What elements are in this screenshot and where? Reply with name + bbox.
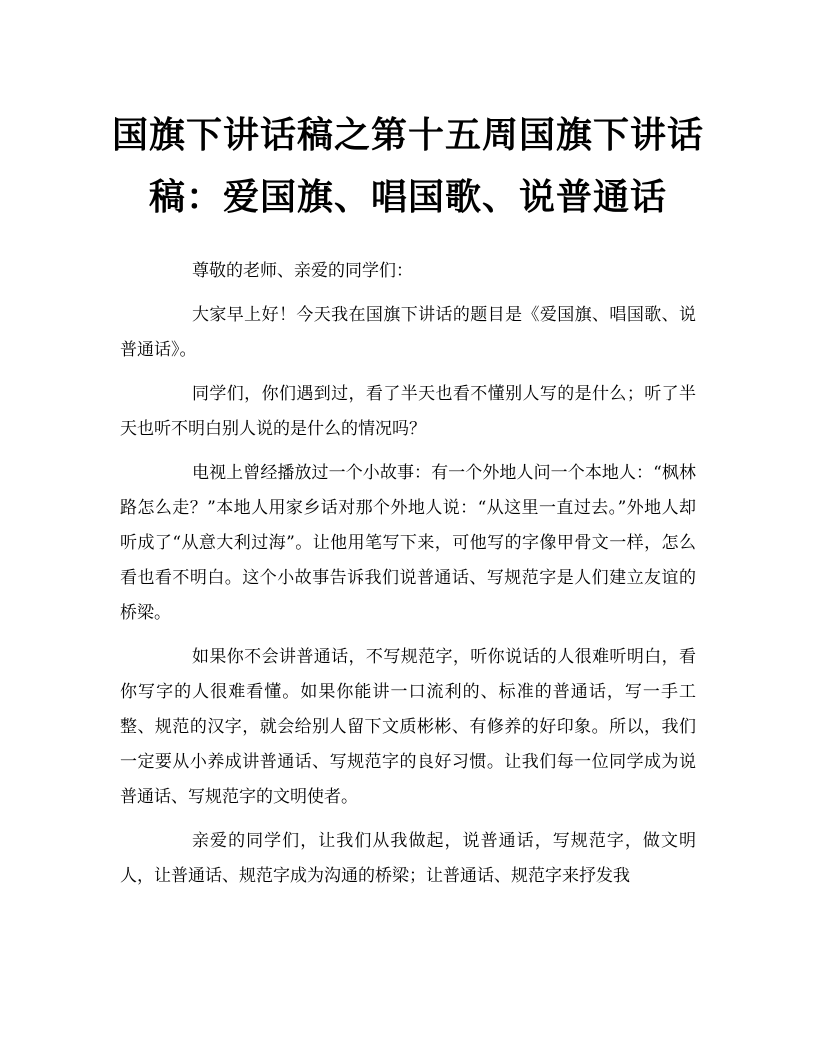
paragraph-question: 同学们，你们遇到过，看了半天也看不懂别人写的是什么；听了半天也听不明白别人说的是什么的情况吗？ xyxy=(120,384,696,439)
paragraph-advice: 如果你不会讲普通话，不写规范字，听你说话的人很难听明白，看你写字的人很难看懂。如果你能讲一口流利的、标准的普通话，写一手工整、规范的汉字，就会给别人留下文质彬彬、有修养的好印象。所以，我们一定要从小养成讲普通话、写规范字的良好习惯。让我们每一位同学成为说普通话、写规范字的文明使者。 xyxy=(120,647,696,807)
paragraph-story: 电视上曾经播放过一个小故事：有一个外地人问一个本地人：“枫林路怎么走？”本地人用家乡话对那个外地人说：“从这里一直过去。”外地人却听成了“从意大利过海”。让他用笔写下来，可他写的字像甲骨文一样，怎么看也看不明白。这个小故事告诉我们说普通话、写规范字是人们建立友谊的桥梁。 xyxy=(120,463,696,623)
paragraph-call-to-action: 亲爱的同学们，让我们从我做起，说普通话，写规范字，做文明人，让普通话、规范字成为沟通的桥梁；让普通话、规范字来抒发我 xyxy=(120,831,696,886)
paragraph-salutation: 尊敬的老师、亲爱的同学们： xyxy=(192,261,413,281)
document-title: 国旗下讲话稿之第十五周国旗下讲话稿：爱国旗、唱国歌、说普通话 xyxy=(111,114,704,218)
paragraph-greeting: 大家早上好！今天我在国旗下讲话的题目是《爱国旗、唱国歌、说普通话》。 xyxy=(120,305,696,360)
document-body xyxy=(120,254,696,894)
